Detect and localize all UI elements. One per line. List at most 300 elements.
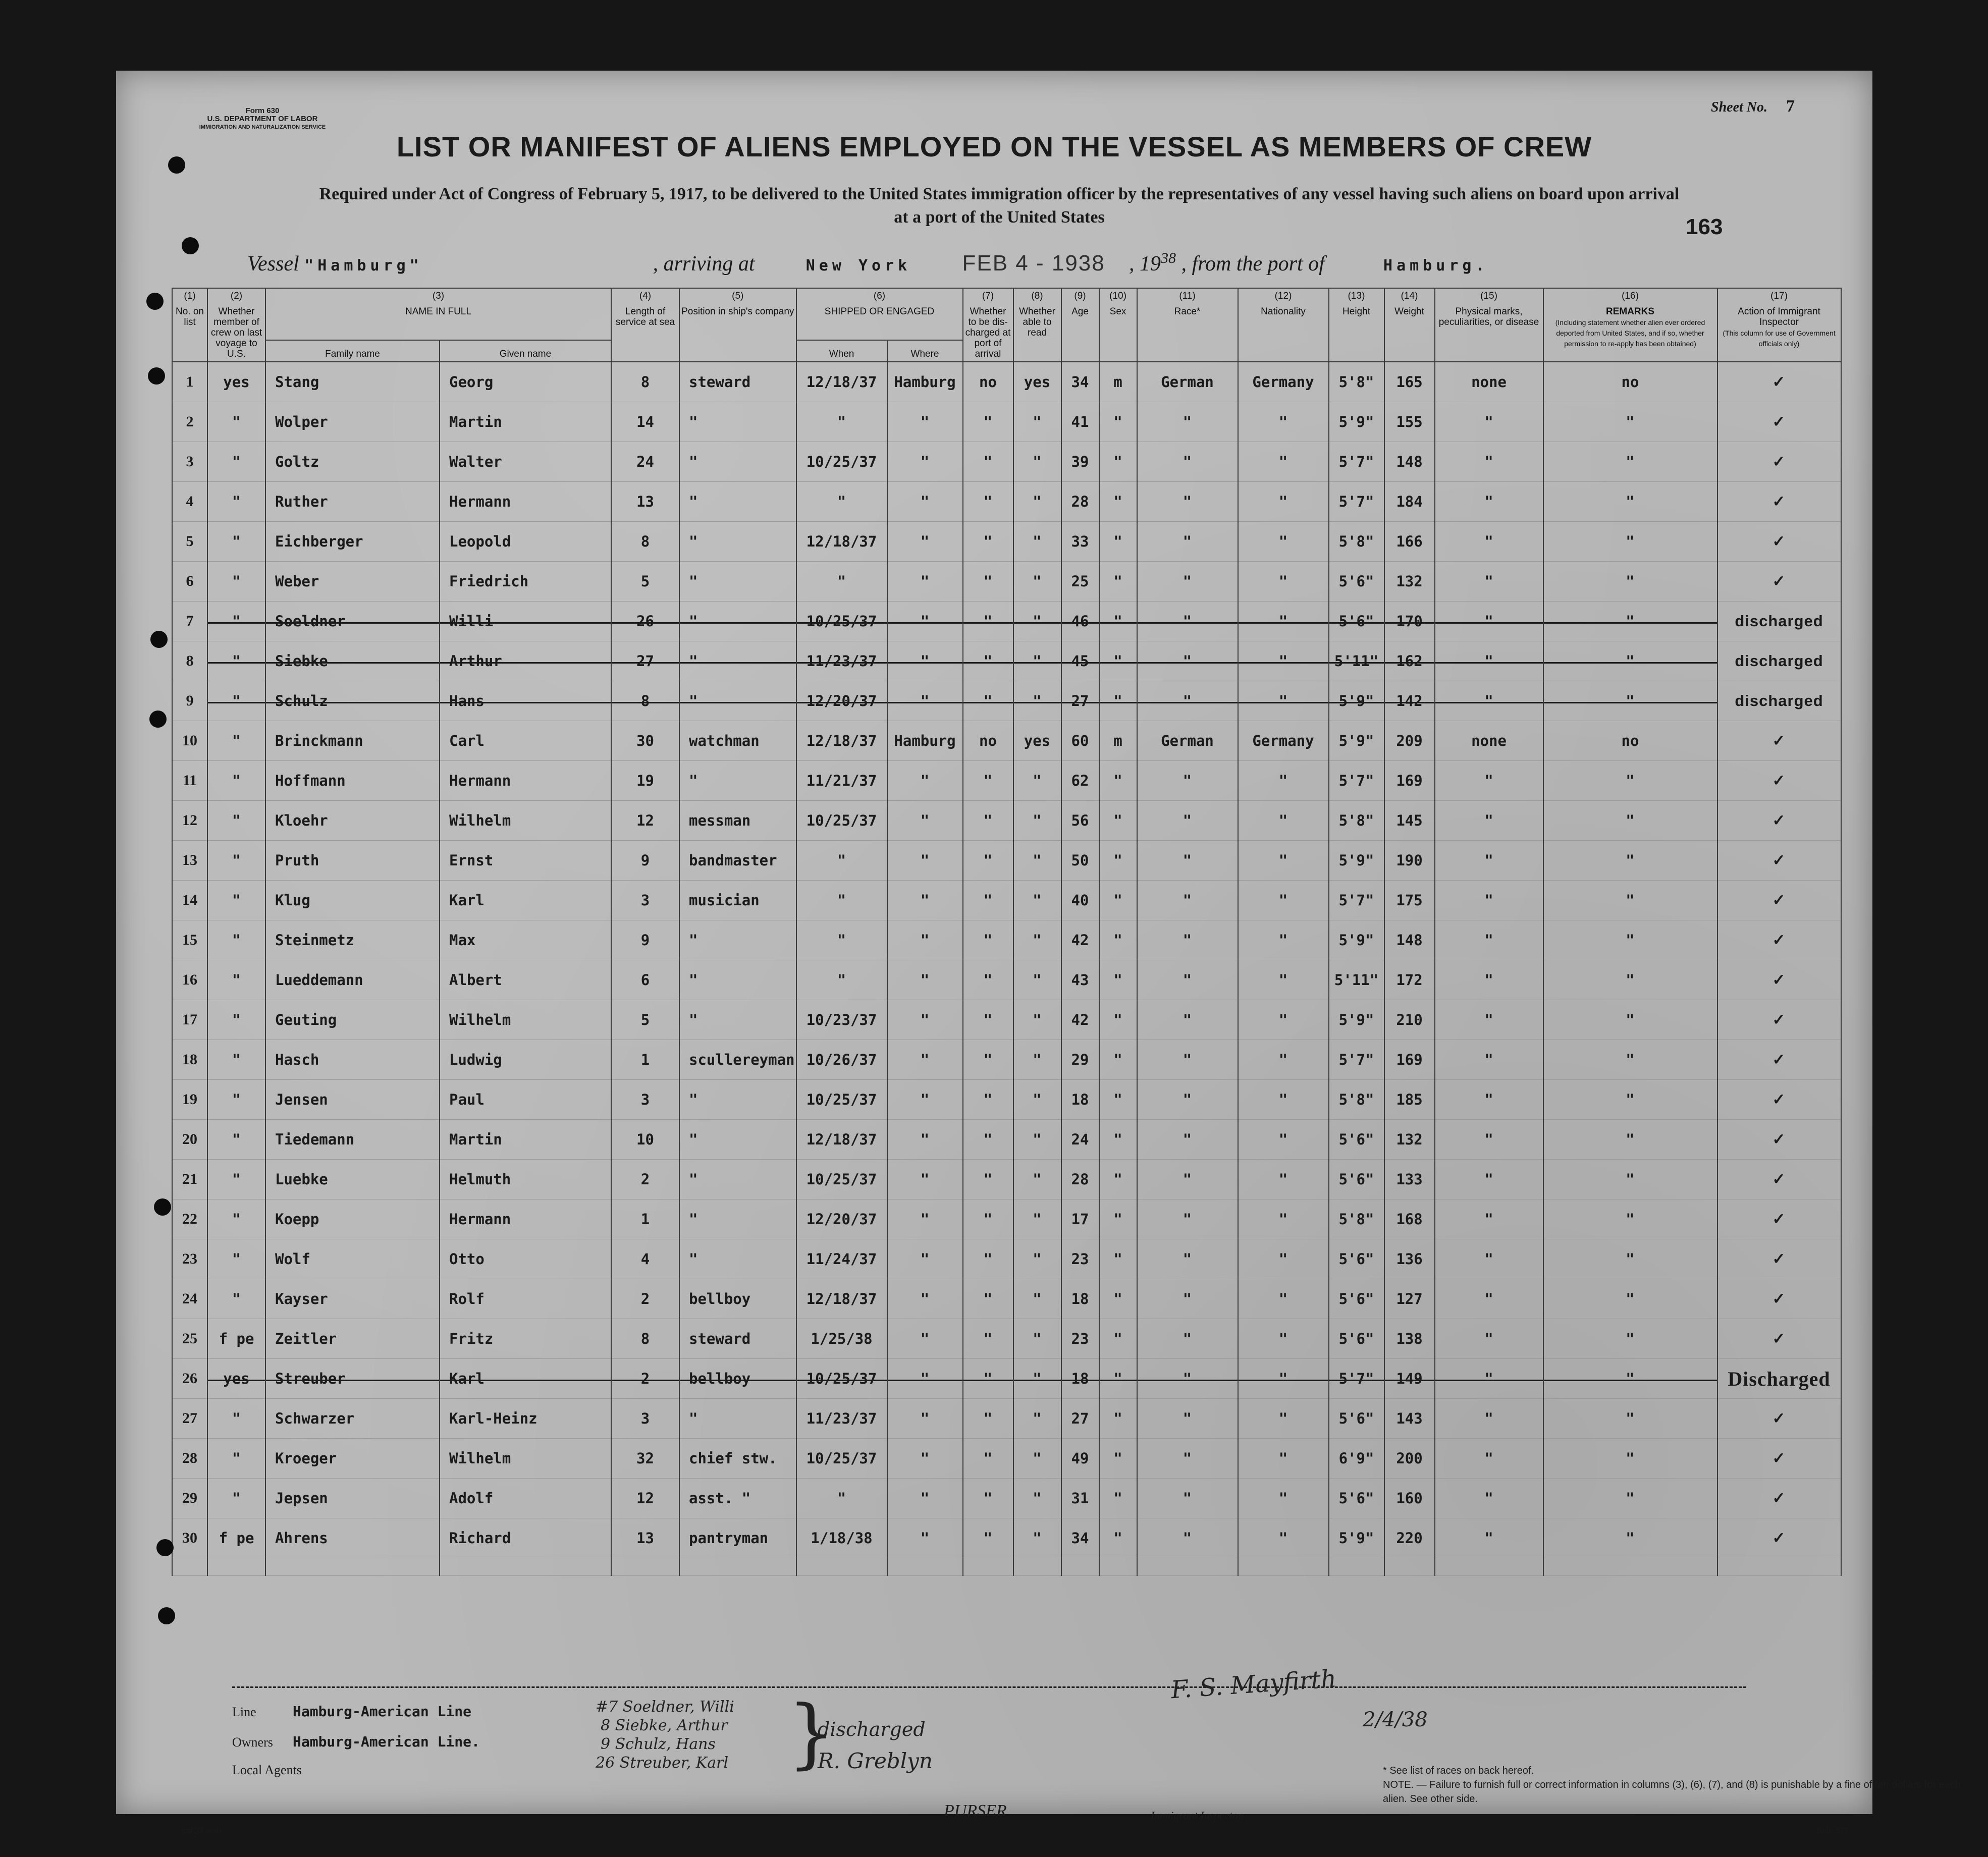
- cell-empty: [1543, 1558, 1717, 1576]
- cell-family-name: Hoffmann: [265, 761, 440, 801]
- cell-line-number: 17: [172, 1000, 207, 1040]
- cell-age: 49: [1061, 1439, 1099, 1479]
- cell-remarks: ": [1543, 881, 1717, 920]
- cell-line-number: 19: [172, 1080, 207, 1120]
- cell-service-length: 8: [611, 362, 679, 402]
- cell-nationality: ": [1238, 1000, 1329, 1040]
- col-header-family-name: Family name: [265, 340, 440, 362]
- cell-sex: ": [1099, 482, 1137, 522]
- cell-able-to-read: ": [1013, 801, 1061, 841]
- cell-family-name: Wolf: [265, 1239, 440, 1279]
- cell-family-name: Pruth: [265, 841, 440, 881]
- cell-nationality: ": [1238, 1160, 1329, 1199]
- cell-remarks: ": [1543, 1239, 1717, 1279]
- cell-line-number: 30: [172, 1518, 207, 1558]
- cell-remarks: ": [1543, 1040, 1717, 1080]
- cell-given-name: Carl: [440, 721, 611, 761]
- table-row: [172, 562, 1841, 602]
- cell-discharged: ": [963, 482, 1013, 522]
- cell-prev-voyage: ": [207, 920, 265, 960]
- cell-family-name: Lueddemann: [265, 960, 440, 1000]
- cell-line-number: 28: [172, 1439, 207, 1479]
- cell-empty: [1238, 1558, 1329, 1576]
- cell-nationality: ": [1238, 442, 1329, 482]
- cell-given-name: Hermann: [440, 482, 611, 522]
- cell-shipped-where: ": [887, 881, 963, 920]
- cell-family-name: Geuting: [265, 1000, 440, 1040]
- cell-given-name: Walter: [440, 442, 611, 482]
- manifest-sheet: [116, 71, 1961, 1835]
- cell-sex: ": [1099, 562, 1137, 602]
- cell-position: musician: [679, 881, 796, 920]
- cell-physical-marks: ": [1435, 1160, 1543, 1199]
- printer-mark: caf 37 vmb.: [182, 1827, 224, 1835]
- cell-physical-marks: ": [1435, 881, 1543, 920]
- cell-family-name: Jensen: [265, 1080, 440, 1120]
- cell-able-to-read: ": [1013, 1000, 1061, 1040]
- cell-nationality: ": [1238, 602, 1329, 641]
- cell-position: steward: [679, 1319, 796, 1359]
- punch-hole-icon: [168, 156, 185, 174]
- cell-remarks: ": [1543, 602, 1717, 641]
- cell-discharged: no: [963, 362, 1013, 402]
- cell-service-length: 8: [611, 522, 679, 562]
- cell-shipped-when: 10/25/37: [796, 801, 887, 841]
- cell-race: ": [1137, 681, 1238, 721]
- punch-hole-icon: [149, 711, 167, 728]
- cell-sex: ": [1099, 841, 1137, 881]
- cell-height: 5'7": [1329, 442, 1384, 482]
- cell-shipped-when: 11/21/37: [796, 761, 887, 801]
- cell-able-to-read: ": [1013, 442, 1061, 482]
- cell-service-length: 3: [611, 881, 679, 920]
- cell-weight: 148: [1384, 920, 1435, 960]
- cell-service-length: 3: [611, 1080, 679, 1120]
- cell-height: 5'11": [1329, 641, 1384, 681]
- cell-shipped-when: 12/18/37: [796, 1279, 887, 1319]
- cell-position: ": [679, 1399, 796, 1439]
- cell-shipped-where: ": [887, 1080, 963, 1120]
- cell-weight: 169: [1384, 1040, 1435, 1080]
- cell-nationality: ": [1238, 1279, 1329, 1319]
- cell-able-to-read: ": [1013, 562, 1061, 602]
- cell-inspector-action: ✓: [1717, 960, 1841, 1000]
- cell-nationality: ": [1238, 641, 1329, 681]
- inspector-signature: F. S. Mayfirth: [1170, 1664, 1337, 1705]
- cell-able-to-read: ": [1013, 641, 1061, 681]
- cell-service-length: 32: [611, 1439, 679, 1479]
- cell-shipped-where: ": [887, 522, 963, 562]
- cell-family-name: Soeldner: [265, 602, 440, 641]
- cell-shipped-where: ": [887, 1439, 963, 1479]
- cell-given-name: Albert: [440, 960, 611, 1000]
- cell-weight: 127: [1384, 1279, 1435, 1319]
- cell-weight: 190: [1384, 841, 1435, 881]
- table-row: [172, 1439, 1841, 1479]
- cell-shipped-when: 12/18/37: [796, 1120, 887, 1160]
- cell-service-length: 8: [611, 1319, 679, 1359]
- cell-inspector-action: ✓: [1717, 362, 1841, 402]
- cell-able-to-read: ": [1013, 1279, 1061, 1319]
- cell-nationality: ": [1238, 761, 1329, 801]
- cell-age: 50: [1061, 841, 1099, 881]
- vessel-line: [247, 250, 1542, 276]
- cell-height: 5'9": [1329, 1518, 1384, 1558]
- cell-height: 5'6": [1329, 562, 1384, 602]
- cell-remarks: no: [1543, 362, 1717, 402]
- subtitle-line-1: Required under Act of Congress of February 5, 1917, to be delivered to the United States immigration officer by the representatives of any vessel having such aliens on board upon arrival: [319, 185, 1680, 203]
- cell-age: 39: [1061, 442, 1099, 482]
- cell-inspector-action: ✓: [1717, 1000, 1841, 1040]
- cell-prev-voyage: yes: [207, 1359, 265, 1399]
- cell-race: ": [1137, 442, 1238, 482]
- cell-position: bandmaster: [679, 841, 796, 881]
- cell-family-name: Koepp: [265, 1199, 440, 1239]
- table-row: [172, 1479, 1841, 1518]
- cell-sex: ": [1099, 1160, 1137, 1199]
- cell-shipped-when: 12/18/37: [796, 721, 887, 761]
- cell-inspector-action: ✓: [1717, 1080, 1841, 1120]
- cell-race: ": [1137, 960, 1238, 1000]
- cell-position: ": [679, 402, 796, 442]
- cell-prev-voyage: ": [207, 721, 265, 761]
- cell-height: 5'9": [1329, 920, 1384, 960]
- cell-shipped-when: ": [796, 402, 887, 442]
- cell-prev-voyage: ": [207, 1120, 265, 1160]
- cell-nationality: ": [1238, 920, 1329, 960]
- cell-empty: [265, 1558, 440, 1576]
- cell-able-to-read: ": [1013, 881, 1061, 920]
- cell-prev-voyage: ": [207, 482, 265, 522]
- punch-hole-icon: [150, 631, 168, 648]
- cell-inspector-action: ✓: [1717, 1399, 1841, 1439]
- cell-remarks: ": [1543, 1479, 1717, 1518]
- cell-height: 5'11": [1329, 960, 1384, 1000]
- cell-shipped-where: ": [887, 841, 963, 881]
- cell-race: ": [1137, 1000, 1238, 1040]
- cell-position: ": [679, 960, 796, 1000]
- cell-weight: 160: [1384, 1479, 1435, 1518]
- cell-service-length: 10: [611, 1120, 679, 1160]
- table-row: [172, 681, 1841, 721]
- table-row: [172, 761, 1841, 801]
- cell-nationality: ": [1238, 1040, 1329, 1080]
- schedule-number: Sch. 571: [1817, 1827, 1849, 1835]
- table-header-row: [172, 288, 1841, 340]
- cell-age: 43: [1061, 960, 1099, 1000]
- cell-race: ": [1137, 801, 1238, 841]
- table-row: [172, 721, 1841, 761]
- cell-physical-marks: ": [1435, 482, 1543, 522]
- cell-weight: 166: [1384, 522, 1435, 562]
- cell-physical-marks: ": [1435, 1359, 1543, 1399]
- cell-position: bellboy: [679, 1359, 796, 1399]
- owners-value: Hamburg-American Line.: [293, 1733, 480, 1750]
- table-row: [172, 1160, 1841, 1199]
- cell-given-name: Karl: [440, 881, 611, 920]
- cell-line-number: 18: [172, 1040, 207, 1080]
- cell-nationality: ": [1238, 801, 1329, 841]
- cell-shipped-when: ": [796, 960, 887, 1000]
- cell-remarks: ": [1543, 920, 1717, 960]
- cell-able-to-read: ": [1013, 1239, 1061, 1279]
- cell-shipped-where: ": [887, 482, 963, 522]
- cell-age: 29: [1061, 1040, 1099, 1080]
- cell-race: ": [1137, 402, 1238, 442]
- cell-empty: [679, 1558, 796, 1576]
- cell-empty: [1061, 1558, 1099, 1576]
- cell-empty: [887, 1558, 963, 1576]
- cell-race: ": [1137, 1120, 1238, 1160]
- cell-shipped-where: ": [887, 1000, 963, 1040]
- cell-remarks: ": [1543, 1518, 1717, 1558]
- cell-line-number: 4: [172, 482, 207, 522]
- cell-inspector-action: ✓: [1717, 1040, 1841, 1080]
- cell-service-length: 8: [611, 681, 679, 721]
- cell-able-to-read: ": [1013, 1439, 1061, 1479]
- cell-shipped-when: 10/23/37: [796, 1000, 887, 1040]
- arrival-port: New York: [805, 257, 911, 275]
- cell-physical-marks: ": [1435, 681, 1543, 721]
- page-subtitle: [192, 183, 1807, 229]
- cell-age: 28: [1061, 1160, 1099, 1199]
- cell-discharged: ": [963, 761, 1013, 801]
- cell-empty: [440, 1558, 611, 1576]
- owners-row: [232, 1733, 480, 1750]
- cell-remarks: no: [1543, 721, 1717, 761]
- cell-given-name: Wilhelm: [440, 1000, 611, 1040]
- cell-shipped-when: 1/18/38: [796, 1518, 887, 1558]
- cell-physical-marks: ": [1435, 1199, 1543, 1239]
- cell-shipped-where: ": [887, 641, 963, 681]
- cell-physical-marks: none: [1435, 362, 1543, 402]
- cell-given-name: Georg: [440, 362, 611, 402]
- discharge-note-4: 26 Streuber, Karl: [596, 1754, 729, 1772]
- cell-sex: ": [1099, 1279, 1137, 1319]
- cell-empty: [796, 1558, 887, 1576]
- cell-shipped-when: 11/24/37: [796, 1239, 887, 1279]
- cell-shipped-where: ": [887, 761, 963, 801]
- cell-weight: 172: [1384, 960, 1435, 1000]
- cell-family-name: Kayser: [265, 1279, 440, 1319]
- cell-remarks: ": [1543, 1120, 1717, 1160]
- cell-nationality: ": [1238, 402, 1329, 442]
- col-header-when: When: [796, 340, 887, 362]
- cell-weight: 142: [1384, 681, 1435, 721]
- cell-weight: 132: [1384, 562, 1435, 602]
- cell-service-length: 5: [611, 562, 679, 602]
- cell-given-name: Willi: [440, 602, 611, 641]
- cell-remarks: ": [1543, 761, 1717, 801]
- cell-position: ": [679, 1239, 796, 1279]
- cell-age: 33: [1061, 522, 1099, 562]
- cell-height: 5'8": [1329, 801, 1384, 841]
- cell-shipped-when: 10/25/37: [796, 1359, 887, 1399]
- cell-height: 6'9": [1329, 1439, 1384, 1479]
- from-label: , from the port of: [1181, 252, 1325, 276]
- cell-prev-voyage: f pe: [207, 1319, 265, 1359]
- cell-prev-voyage: ": [207, 1160, 265, 1199]
- cell-shipped-where: ": [887, 1239, 963, 1279]
- cell-inspector-action: ✓: [1717, 1279, 1841, 1319]
- cell-sex: ": [1099, 1518, 1137, 1558]
- cell-weight: 155: [1384, 402, 1435, 442]
- cell-able-to-read: ": [1013, 522, 1061, 562]
- table-row: [172, 1359, 1841, 1399]
- cell-position: steward: [679, 362, 796, 402]
- table-row: [172, 1120, 1841, 1160]
- cell-position: ": [679, 482, 796, 522]
- cell-physical-marks: ": [1435, 1040, 1543, 1080]
- cell-sex: ": [1099, 681, 1137, 721]
- cell-given-name: Friedrich: [440, 562, 611, 602]
- cell-service-length: 3: [611, 1399, 679, 1439]
- cell-shipped-when: 10/26/37: [796, 1040, 887, 1080]
- cell-height: 5'6": [1329, 1399, 1384, 1439]
- cell-able-to-read: ": [1013, 761, 1061, 801]
- cell-given-name: Martin: [440, 1120, 611, 1160]
- col-header-position: (5) Position in ship's company: [679, 288, 796, 362]
- cell-sex: ": [1099, 960, 1137, 1000]
- cell-prev-voyage: ": [207, 1399, 265, 1439]
- table-row: [172, 801, 1841, 841]
- cell-inspector-action: discharged: [1717, 602, 1841, 641]
- discharge-note-1: #7 Soeldner, Willi: [596, 1698, 734, 1716]
- cell-shipped-when: 10/25/37: [796, 442, 887, 482]
- cell-shipped-where: ": [887, 1199, 963, 1239]
- cell-race: ": [1137, 1040, 1238, 1080]
- cell-empty: [1137, 1558, 1238, 1576]
- cell-line-number: 23: [172, 1239, 207, 1279]
- subtitle-line-2: at a port of the United States: [894, 208, 1105, 227]
- cell-race: ": [1137, 522, 1238, 562]
- cell-line-number: 9: [172, 681, 207, 721]
- cell-sex: ": [1099, 881, 1137, 920]
- cell-height: 5'9": [1329, 681, 1384, 721]
- cell-given-name: Otto: [440, 1239, 611, 1279]
- cell-line-number: 8: [172, 641, 207, 681]
- cell-given-name: Hans: [440, 681, 611, 721]
- table-row: [172, 442, 1841, 482]
- cell-family-name: Ahrens: [265, 1518, 440, 1558]
- cell-prev-voyage: ": [207, 681, 265, 721]
- cell-sex: ": [1099, 801, 1137, 841]
- cell-prev-voyage: ": [207, 442, 265, 482]
- cell-physical-marks: ": [1435, 1479, 1543, 1518]
- cell-empty: [172, 1558, 207, 1576]
- cell-family-name: Ruther: [265, 482, 440, 522]
- cell-race: ": [1137, 1439, 1238, 1479]
- cell-nationality: ": [1238, 1518, 1329, 1558]
- cell-race: ": [1137, 1279, 1238, 1319]
- cell-age: 27: [1061, 681, 1099, 721]
- cell-race: ": [1137, 761, 1238, 801]
- cell-nationality: ": [1238, 1199, 1329, 1239]
- cell-shipped-when: 1/25/38: [796, 1319, 887, 1359]
- cell-height: 5'6": [1329, 602, 1384, 641]
- cell-position: ": [679, 1120, 796, 1160]
- cell-position: ": [679, 522, 796, 562]
- cell-height: 5'7": [1329, 1359, 1384, 1399]
- col-header-weight: (14) Weight: [1384, 288, 1435, 362]
- cell-position: ": [679, 1160, 796, 1199]
- cell-line-number: 7: [172, 602, 207, 641]
- cell-weight: 200: [1384, 1439, 1435, 1479]
- cell-given-name: Ludwig: [440, 1040, 611, 1080]
- end-of-list-line: [232, 1686, 1746, 1688]
- cell-nationality: ": [1238, 960, 1329, 1000]
- cell-position: asst. ": [679, 1479, 796, 1518]
- cell-inspector-action: ✓: [1717, 920, 1841, 960]
- cell-remarks: ": [1543, 1399, 1717, 1439]
- cell-nationality: ": [1238, 1479, 1329, 1518]
- cell-inspector-action: ✓: [1717, 801, 1841, 841]
- cell-shipped-where: ": [887, 801, 963, 841]
- cell-nationality: ": [1238, 1319, 1329, 1359]
- cell-prev-voyage: ": [207, 402, 265, 442]
- cell-empty: [1435, 1558, 1543, 1576]
- footnote-races: * See list of races on back hereof.: [1383, 1765, 1534, 1776]
- cell-sex: ": [1099, 522, 1137, 562]
- col-header-action: (17) Action of Immigrant Inspector (This column for use of Government officials only): [1717, 288, 1841, 362]
- cell-physical-marks: ": [1435, 1399, 1543, 1439]
- cell-given-name: Paul: [440, 1080, 611, 1120]
- footnote: [1383, 1764, 1968, 1806]
- cell-height: 5'6": [1329, 1279, 1384, 1319]
- cell-line-number: 2: [172, 402, 207, 442]
- cell-weight: 184: [1384, 482, 1435, 522]
- arrival-date-stamp: FEB 4 - 1938: [962, 251, 1105, 276]
- cell-inspector-action: ✓: [1717, 1199, 1841, 1239]
- cell-weight: 143: [1384, 1399, 1435, 1439]
- cell-sex: ": [1099, 1399, 1137, 1439]
- table-row: [172, 1080, 1841, 1120]
- cell-weight: 162: [1384, 641, 1435, 681]
- cell-line-number: 6: [172, 562, 207, 602]
- cell-prev-voyage: ": [207, 562, 265, 602]
- cell-race: ": [1137, 641, 1238, 681]
- cell-service-length: 9: [611, 841, 679, 881]
- cell-remarks: ": [1543, 1080, 1717, 1120]
- cell-family-name: Kroeger: [265, 1439, 440, 1479]
- cell-able-to-read: ": [1013, 402, 1061, 442]
- cell-weight: 148: [1384, 442, 1435, 482]
- punch-hole-icon: [158, 1607, 175, 1624]
- cell-service-length: 4: [611, 1239, 679, 1279]
- cell-line-number: 10: [172, 721, 207, 761]
- cell-shipped-where: ": [887, 960, 963, 1000]
- form-header: [187, 107, 338, 131]
- cell-family-name: Hasch: [265, 1040, 440, 1080]
- cell-discharged: ": [963, 1319, 1013, 1359]
- cell-service-length: 19: [611, 761, 679, 801]
- cell-sex: ": [1099, 920, 1137, 960]
- from-port: Hamburg.: [1383, 257, 1489, 275]
- cell-service-length: 2: [611, 1160, 679, 1199]
- cell-remarks: ": [1543, 1199, 1717, 1239]
- cell-discharged: ": [963, 402, 1013, 442]
- cell-physical-marks: ": [1435, 641, 1543, 681]
- cell-physical-marks: ": [1435, 562, 1543, 602]
- cell-inspector-action: ✓: [1717, 761, 1841, 801]
- table-row: [172, 641, 1841, 681]
- cell-weight: 145: [1384, 801, 1435, 841]
- cell-shipped-where: ": [887, 1359, 963, 1399]
- cell-physical-marks: ": [1435, 761, 1543, 801]
- vessel-name: "Hamburg": [304, 257, 423, 275]
- arriving-label: , arriving at: [653, 252, 755, 276]
- cell-position: ": [679, 1199, 796, 1239]
